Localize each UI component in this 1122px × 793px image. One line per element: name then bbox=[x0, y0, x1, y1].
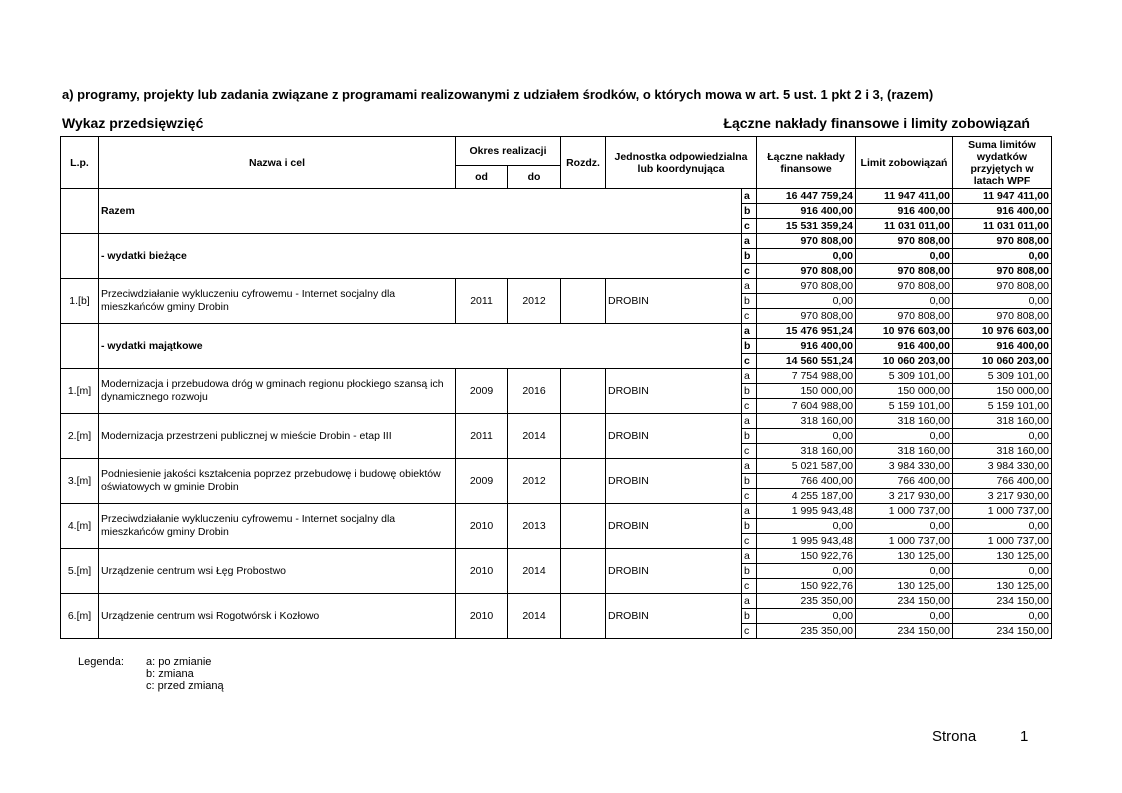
cell-total: 15 476 951,24 bbox=[757, 324, 856, 339]
header-lp: L.p. bbox=[61, 137, 99, 189]
cell-code: b bbox=[742, 384, 757, 399]
cell-sum: 150 000,00 bbox=[953, 384, 1052, 399]
cell-lp: 2.[m] bbox=[61, 414, 99, 459]
cell-code: b bbox=[742, 474, 757, 489]
cell-name: Urządzenie centrum wsi Rogotwórsk i Kozłowo bbox=[99, 594, 456, 639]
cell-rozdz bbox=[561, 549, 606, 594]
cell-limit: 970 808,00 bbox=[856, 234, 953, 249]
cell-unit: DROBIN bbox=[606, 369, 742, 414]
cell-limit: 318 160,00 bbox=[856, 414, 953, 429]
cell-sum: 234 150,00 bbox=[953, 624, 1052, 639]
cell-sum: 970 808,00 bbox=[953, 309, 1052, 324]
cell-limit: 766 400,00 bbox=[856, 474, 953, 489]
document-heading: a) programy, projekty lub zadania związane z programami realizowanymi z udziałem środków, o których mowa w art. 5 ust. 1 pkt 2 i 3, (razem) bbox=[62, 87, 934, 102]
cell-limit: 1 000 737,00 bbox=[856, 504, 953, 519]
cell-from: 2009 bbox=[456, 369, 508, 414]
cell-total: 4 255 187,00 bbox=[757, 489, 856, 504]
legend-item-c: c: przed zmianą bbox=[146, 680, 224, 692]
cell-unit: DROBIN bbox=[606, 504, 742, 549]
cell-total: 7 754 988,00 bbox=[757, 369, 856, 384]
cell-code: a bbox=[742, 504, 757, 519]
cell-code: c bbox=[742, 534, 757, 549]
cell-unit: DROBIN bbox=[606, 279, 742, 324]
cell-sum: 318 160,00 bbox=[953, 414, 1052, 429]
legend-items bbox=[146, 656, 224, 692]
cell-limit: 0,00 bbox=[856, 564, 953, 579]
cell-sum: 970 808,00 bbox=[953, 264, 1052, 279]
header-to: do bbox=[508, 166, 561, 189]
cell-sum: 0,00 bbox=[953, 564, 1052, 579]
table-row bbox=[61, 549, 1052, 564]
cell-limit: 0,00 bbox=[856, 519, 953, 534]
cell-from: 2010 bbox=[456, 549, 508, 594]
header-name: Nazwa i cel bbox=[99, 137, 456, 189]
header-total: Łączne nakłady finansowe bbox=[757, 137, 856, 189]
cell-total: 7 604 988,00 bbox=[757, 399, 856, 414]
cell-total: 916 400,00 bbox=[757, 204, 856, 219]
cell-code: b bbox=[742, 609, 757, 624]
cell-from: 2009 bbox=[456, 459, 508, 504]
header-unit: Jednostka odpowiedzialna lub koordynująca bbox=[606, 137, 757, 189]
cell-unit: DROBIN bbox=[606, 459, 742, 504]
table-row bbox=[61, 504, 1052, 519]
cell-code: b bbox=[742, 204, 757, 219]
cell-code: c bbox=[742, 354, 757, 369]
table-row bbox=[61, 459, 1052, 474]
cell-limit: 0,00 bbox=[856, 609, 953, 624]
cell-from: 2010 bbox=[456, 504, 508, 549]
cell-lp: 5.[m] bbox=[61, 549, 99, 594]
cell-code: c bbox=[742, 624, 757, 639]
cell-sum: 3 217 930,00 bbox=[953, 489, 1052, 504]
cell-to: 2014 bbox=[508, 414, 561, 459]
cell-name: Urządzenie centrum wsi Łęg Probostwo bbox=[99, 549, 456, 594]
cell-total: 970 808,00 bbox=[757, 279, 856, 294]
cell-limit: 318 160,00 bbox=[856, 444, 953, 459]
table-header bbox=[61, 137, 1052, 189]
cell-rozdz bbox=[561, 414, 606, 459]
cell-rozdz bbox=[561, 459, 606, 504]
cell-total: 16 447 759,24 bbox=[757, 189, 856, 204]
cell-total: 0,00 bbox=[757, 609, 856, 624]
cell-from: 2011 bbox=[456, 279, 508, 324]
cell-name: Przeciwdziałanie wykluczeniu cyfrowemu - Internet socjalny dla mieszkańców gminy Drobin bbox=[99, 279, 456, 324]
table-row bbox=[61, 234, 1052, 249]
legend-item-a: a: po zmianie bbox=[146, 656, 212, 668]
cell-total: 970 808,00 bbox=[757, 264, 856, 279]
cell-code: a bbox=[742, 549, 757, 564]
cell-sum: 916 400,00 bbox=[953, 204, 1052, 219]
table-row bbox=[61, 594, 1052, 609]
cell-limit: 10 976 603,00 bbox=[856, 324, 953, 339]
cell-limit: 10 060 203,00 bbox=[856, 354, 953, 369]
cell-name: Podniesienie jakości kształcenia poprzez przebudowę i budowę obiektów oświatowych w gminie Drobin bbox=[99, 459, 456, 504]
cell-unit: DROBIN bbox=[606, 549, 742, 594]
cell-sum: 5 309 101,00 bbox=[953, 369, 1052, 384]
cell-sum: 11 947 411,00 bbox=[953, 189, 1052, 204]
cell-total: 970 808,00 bbox=[757, 309, 856, 324]
page-number: 1 bbox=[1020, 728, 1029, 745]
cell-sum: 3 984 330,00 bbox=[953, 459, 1052, 474]
cell-sum: 0,00 bbox=[953, 294, 1052, 309]
cell-code: b bbox=[742, 429, 757, 444]
cell-limit: 130 125,00 bbox=[856, 579, 953, 594]
table-row bbox=[61, 279, 1052, 294]
cell-code: c bbox=[742, 579, 757, 594]
cell-lp: 3.[m] bbox=[61, 459, 99, 504]
cell-code: b bbox=[742, 249, 757, 264]
cell-name: - wydatki bieżące bbox=[99, 234, 742, 279]
cell-total: 150 000,00 bbox=[757, 384, 856, 399]
table-row bbox=[61, 414, 1052, 429]
cell-total: 318 160,00 bbox=[757, 414, 856, 429]
cell-name: Razem bbox=[99, 189, 742, 234]
cell-lp bbox=[61, 234, 99, 279]
cell-limit: 11 031 011,00 bbox=[856, 219, 953, 234]
header-sum: Suma limitów wydatków przyjętych w latach WPF bbox=[953, 137, 1052, 189]
cell-total: 150 922,76 bbox=[757, 549, 856, 564]
cell-to: 2014 bbox=[508, 594, 561, 639]
cell-name: - wydatki majątkowe bbox=[99, 324, 742, 369]
cell-limit: 970 808,00 bbox=[856, 309, 953, 324]
cell-code: c bbox=[742, 219, 757, 234]
cell-code: a bbox=[742, 414, 757, 429]
cell-code: b bbox=[742, 294, 757, 309]
cell-limit: 3 217 930,00 bbox=[856, 489, 953, 504]
legend-item-b: b: zmiana bbox=[146, 668, 194, 680]
cell-sum: 970 808,00 bbox=[953, 234, 1052, 249]
cell-from: 2010 bbox=[456, 594, 508, 639]
cell-code: a bbox=[742, 189, 757, 204]
cell-limit: 916 400,00 bbox=[856, 339, 953, 354]
cell-total: 235 350,00 bbox=[757, 624, 856, 639]
cell-sum: 11 031 011,00 bbox=[953, 219, 1052, 234]
cell-limit: 0,00 bbox=[856, 294, 953, 309]
cell-total: 0,00 bbox=[757, 519, 856, 534]
cell-lp: 4.[m] bbox=[61, 504, 99, 549]
cell-sum: 130 125,00 bbox=[953, 549, 1052, 564]
cell-lp: 6.[m] bbox=[61, 594, 99, 639]
cell-unit: DROBIN bbox=[606, 414, 742, 459]
cell-limit: 970 808,00 bbox=[856, 279, 953, 294]
cell-limit: 11 947 411,00 bbox=[856, 189, 953, 204]
cell-from: 2011 bbox=[456, 414, 508, 459]
cell-code: a bbox=[742, 369, 757, 384]
cell-sum: 0,00 bbox=[953, 609, 1052, 624]
cell-rozdz bbox=[561, 279, 606, 324]
cell-code: b bbox=[742, 564, 757, 579]
page-label: Strona bbox=[932, 728, 977, 745]
cell-code: c bbox=[742, 309, 757, 324]
cell-sum: 234 150,00 bbox=[953, 594, 1052, 609]
cell-to: 2016 bbox=[508, 369, 561, 414]
cell-unit: DROBIN bbox=[606, 594, 742, 639]
cell-lp: 1.[m] bbox=[61, 369, 99, 414]
cell-total: 1 995 943,48 bbox=[757, 504, 856, 519]
cell-code: c bbox=[742, 399, 757, 414]
cell-limit: 150 000,00 bbox=[856, 384, 953, 399]
table-row bbox=[61, 369, 1052, 384]
cell-total: 5 021 587,00 bbox=[757, 459, 856, 474]
cell-code: b bbox=[742, 519, 757, 534]
cell-to: 2013 bbox=[508, 504, 561, 549]
cell-rozdz bbox=[561, 369, 606, 414]
table-body bbox=[61, 189, 1052, 639]
cell-total: 0,00 bbox=[757, 249, 856, 264]
cell-sum: 5 159 101,00 bbox=[953, 399, 1052, 414]
cell-code: c bbox=[742, 264, 757, 279]
cell-name: Przeciwdziałanie wykluczeniu cyfrowemu - Internet socjalny dla mieszkańców gminy Drobin bbox=[99, 504, 456, 549]
cell-total: 916 400,00 bbox=[757, 339, 856, 354]
cell-sum: 130 125,00 bbox=[953, 579, 1052, 594]
cell-code: c bbox=[742, 489, 757, 504]
cell-total: 0,00 bbox=[757, 294, 856, 309]
cell-total: 1 995 943,48 bbox=[757, 534, 856, 549]
cell-code: b bbox=[742, 339, 757, 354]
cell-limit: 5 159 101,00 bbox=[856, 399, 953, 414]
projects-table bbox=[60, 136, 1052, 639]
cell-sum: 318 160,00 bbox=[953, 444, 1052, 459]
table-row bbox=[61, 324, 1052, 339]
cell-code: a bbox=[742, 594, 757, 609]
header-rozdz: Rozdz. bbox=[561, 137, 606, 189]
cell-rozdz bbox=[561, 594, 606, 639]
cell-lp bbox=[61, 189, 99, 234]
cell-code: a bbox=[742, 279, 757, 294]
cell-total: 0,00 bbox=[757, 564, 856, 579]
cell-to: 2012 bbox=[508, 279, 561, 324]
header-limit: Limit zobowiązań bbox=[856, 137, 953, 189]
cell-total: 15 531 359,24 bbox=[757, 219, 856, 234]
cell-sum: 766 400,00 bbox=[953, 474, 1052, 489]
cell-sum: 970 808,00 bbox=[953, 279, 1052, 294]
cell-sum: 1 000 737,00 bbox=[953, 504, 1052, 519]
cell-sum: 10 060 203,00 bbox=[953, 354, 1052, 369]
financial-section-title: Łączne nakłady finansowe i limity zobowiązań bbox=[723, 115, 1030, 131]
cell-sum: 0,00 bbox=[953, 429, 1052, 444]
cell-sum: 0,00 bbox=[953, 249, 1052, 264]
cell-code: a bbox=[742, 324, 757, 339]
table-row bbox=[61, 189, 1052, 204]
cell-code: a bbox=[742, 459, 757, 474]
projects-list-title: Wykaz przedsięwzięć bbox=[62, 115, 204, 131]
cell-total: 235 350,00 bbox=[757, 594, 856, 609]
header-period: Okres realizacji bbox=[456, 137, 561, 166]
cell-limit: 0,00 bbox=[856, 249, 953, 264]
cell-limit: 3 984 330,00 bbox=[856, 459, 953, 474]
cell-code: a bbox=[742, 234, 757, 249]
legend-label: Legenda: bbox=[78, 656, 124, 668]
cell-sum: 10 976 603,00 bbox=[953, 324, 1052, 339]
cell-limit: 234 150,00 bbox=[856, 624, 953, 639]
cell-total: 0,00 bbox=[757, 429, 856, 444]
cell-limit: 970 808,00 bbox=[856, 264, 953, 279]
cell-code: c bbox=[742, 444, 757, 459]
header-from: od bbox=[456, 166, 508, 189]
cell-lp: 1.[b] bbox=[61, 279, 99, 324]
cell-total: 150 922,76 bbox=[757, 579, 856, 594]
cell-limit: 916 400,00 bbox=[856, 204, 953, 219]
cell-sum: 0,00 bbox=[953, 519, 1052, 534]
cell-limit: 5 309 101,00 bbox=[856, 369, 953, 384]
cell-total: 766 400,00 bbox=[757, 474, 856, 489]
cell-limit: 130 125,00 bbox=[856, 549, 953, 564]
cell-limit: 234 150,00 bbox=[856, 594, 953, 609]
cell-limit: 0,00 bbox=[856, 429, 953, 444]
cell-sum: 916 400,00 bbox=[953, 339, 1052, 354]
cell-total: 318 160,00 bbox=[757, 444, 856, 459]
cell-lp bbox=[61, 324, 99, 369]
cell-limit: 1 000 737,00 bbox=[856, 534, 953, 549]
cell-sum: 1 000 737,00 bbox=[953, 534, 1052, 549]
cell-rozdz bbox=[561, 504, 606, 549]
cell-to: 2014 bbox=[508, 549, 561, 594]
cell-total: 14 560 551,24 bbox=[757, 354, 856, 369]
cell-name: Modernizacja przestrzeni publicznej w mieście Drobin - etap III bbox=[99, 414, 456, 459]
cell-total: 970 808,00 bbox=[757, 234, 856, 249]
cell-name: Modernizacja i przebudowa dróg w gminach regionu płockiego szansą ich dynamicznego rozwoju bbox=[99, 369, 456, 414]
cell-to: 2012 bbox=[508, 459, 561, 504]
